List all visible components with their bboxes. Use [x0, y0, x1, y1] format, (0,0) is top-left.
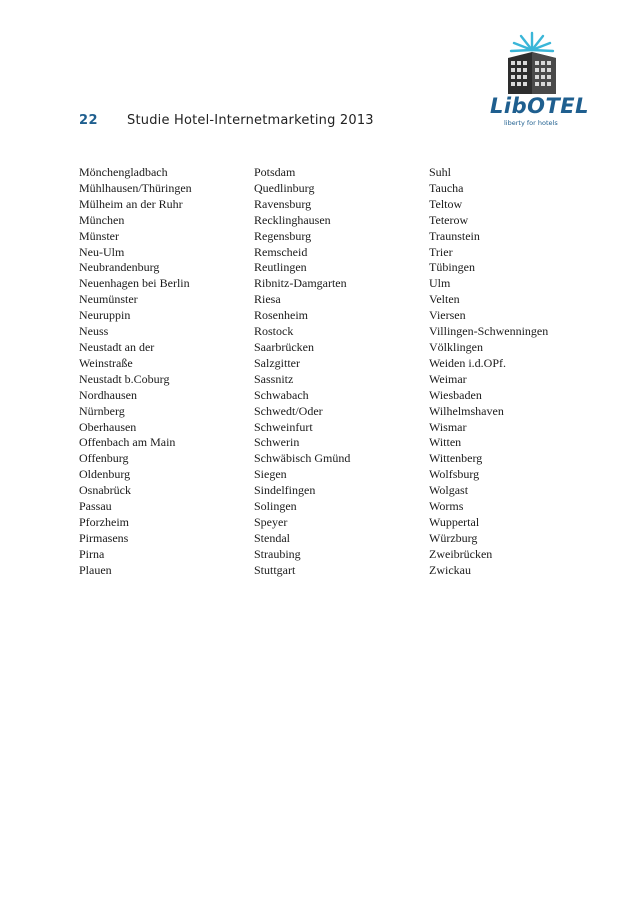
city-list-item: Mühlhausen/Thüringen: [79, 180, 192, 195]
page-number: 22: [79, 113, 99, 128]
city-list-item: Remscheid: [254, 244, 308, 259]
city-list-item: Mönchengladbach: [79, 165, 168, 179]
city-list-item: Velten: [429, 292, 460, 307]
city-list-item: Neubrandenburg: [79, 260, 160, 275]
city-list-item: Wuppertal: [429, 514, 480, 529]
city-list-item: Offenburg: [79, 451, 129, 466]
city-list-item: Plauen: [79, 562, 112, 577]
city-list-item: Teterow: [429, 212, 469, 227]
hotel-building-icon: [490, 30, 570, 96]
city-list-item: Zweibrücken: [429, 546, 493, 561]
logo-tagline: liberty for hotels: [504, 119, 558, 127]
city-list-item: Speyer: [254, 514, 288, 529]
city-list-item: Neuss: [79, 324, 109, 339]
city-list-item: Taucha: [429, 180, 464, 195]
city-list-item: Schwerin: [254, 435, 300, 450]
city-list-item: Wismar: [429, 419, 467, 434]
city-list-item: Regensburg: [254, 228, 312, 243]
city-list-item: Neuenhagen bei Berlin: [79, 276, 190, 291]
city-list-item: Stuttgart: [254, 562, 296, 577]
city-list-item: Oldenburg: [79, 467, 131, 482]
city-list-item: Villingen-Schwenningen: [429, 324, 549, 339]
city-list-item: Trier: [429, 244, 453, 259]
city-list-item: Quedlinburg: [254, 180, 315, 195]
city-list-item: Nürnberg: [79, 403, 125, 418]
city-list-item: Rosenheim: [254, 308, 308, 323]
city-list-item: Würzburg: [429, 530, 478, 545]
city-list-item: Mülheim an der Ruhr: [79, 196, 183, 211]
city-list-item: Ribnitz-Damgarten: [254, 276, 347, 291]
city-list-item: Straubing: [254, 546, 301, 561]
logo-wordmark: LibOTEL: [490, 94, 590, 118]
city-list-item: Schwäbisch Gmünd: [254, 451, 351, 466]
city-list-item: Schwabach: [254, 387, 309, 402]
city-list-item: Schwedt/Oder: [254, 403, 323, 418]
city-list-item: Völklingen: [429, 339, 483, 354]
city-list-item: Zwickau: [429, 562, 471, 577]
city-list-item: Sassnitz: [254, 371, 294, 386]
city-list-item: Wittenberg: [429, 451, 483, 466]
city-list-item: Traunstein: [429, 228, 480, 243]
city-list-item: Neuruppin: [79, 308, 131, 323]
city-list-item: Wolfsburg: [429, 467, 480, 482]
city-list-item: Weinstraße: [79, 355, 133, 370]
city-list-item: Wilhelmshaven: [429, 403, 504, 418]
city-list-item: Oberhausen: [79, 419, 137, 434]
page-title: Studie Hotel-Internetmarketing 2013: [127, 113, 374, 128]
city-list-item: Nordhausen: [79, 387, 137, 402]
city-list-item: Siegen: [254, 467, 287, 482]
city-column-3: [429, 165, 604, 579]
city-list-item: Passau: [79, 499, 112, 514]
city-list-item: Weimar: [429, 371, 467, 386]
city-list-item: Neu-Ulm: [79, 244, 125, 259]
city-list-item: Suhl: [429, 165, 452, 179]
libotel-logo: [490, 30, 590, 130]
city-list-item: Offenbach am Main: [79, 435, 176, 450]
city-list-item: Recklinghausen: [254, 212, 331, 227]
city-list-item: Saarbrücken: [254, 339, 314, 354]
city-list-item: Potsdam: [254, 165, 296, 179]
city-list-item: München: [79, 212, 125, 227]
city-list-item: Riesa: [254, 292, 281, 307]
city-list-item: Wiesbaden: [429, 387, 482, 402]
city-list-item: Ulm: [429, 276, 451, 291]
city-list-item: Weiden i.d.OPf.: [429, 355, 507, 370]
city-list-item: Pirmasens: [79, 530, 129, 545]
city-list-item: Ravensburg: [254, 196, 312, 211]
city-list-item: Witten: [429, 435, 462, 450]
city-list-item: Neustadt b.Coburg: [79, 371, 170, 386]
city-list-item: Rostock: [254, 324, 294, 339]
city-list-item: Salzgitter: [254, 355, 300, 370]
city-list-item: Tübingen: [429, 260, 475, 275]
city-list-item: Pirna: [79, 546, 105, 561]
city-list-item: Wolgast: [429, 483, 469, 498]
city-list-item: Münster: [79, 228, 119, 243]
city-list-item: Reutlingen: [254, 260, 307, 275]
city-column-2: [254, 165, 424, 579]
city-list-item: Viersen: [429, 308, 466, 323]
city-list-item: Osnabrück: [79, 483, 131, 498]
city-list-item: Neumünster: [79, 292, 138, 307]
city-list-item: Solingen: [254, 499, 297, 514]
city-list-item: Pforzheim: [79, 514, 129, 529]
city-list-item: Sindelfingen: [254, 483, 316, 498]
city-list-item: Neustadt an der: [79, 339, 155, 354]
city-list-item: Schweinfurt: [254, 419, 313, 434]
city-list-item: Teltow: [429, 196, 463, 211]
city-column-1: [79, 165, 249, 579]
city-list-item: Stendal: [254, 530, 290, 545]
city-list-item: Worms: [429, 499, 464, 514]
